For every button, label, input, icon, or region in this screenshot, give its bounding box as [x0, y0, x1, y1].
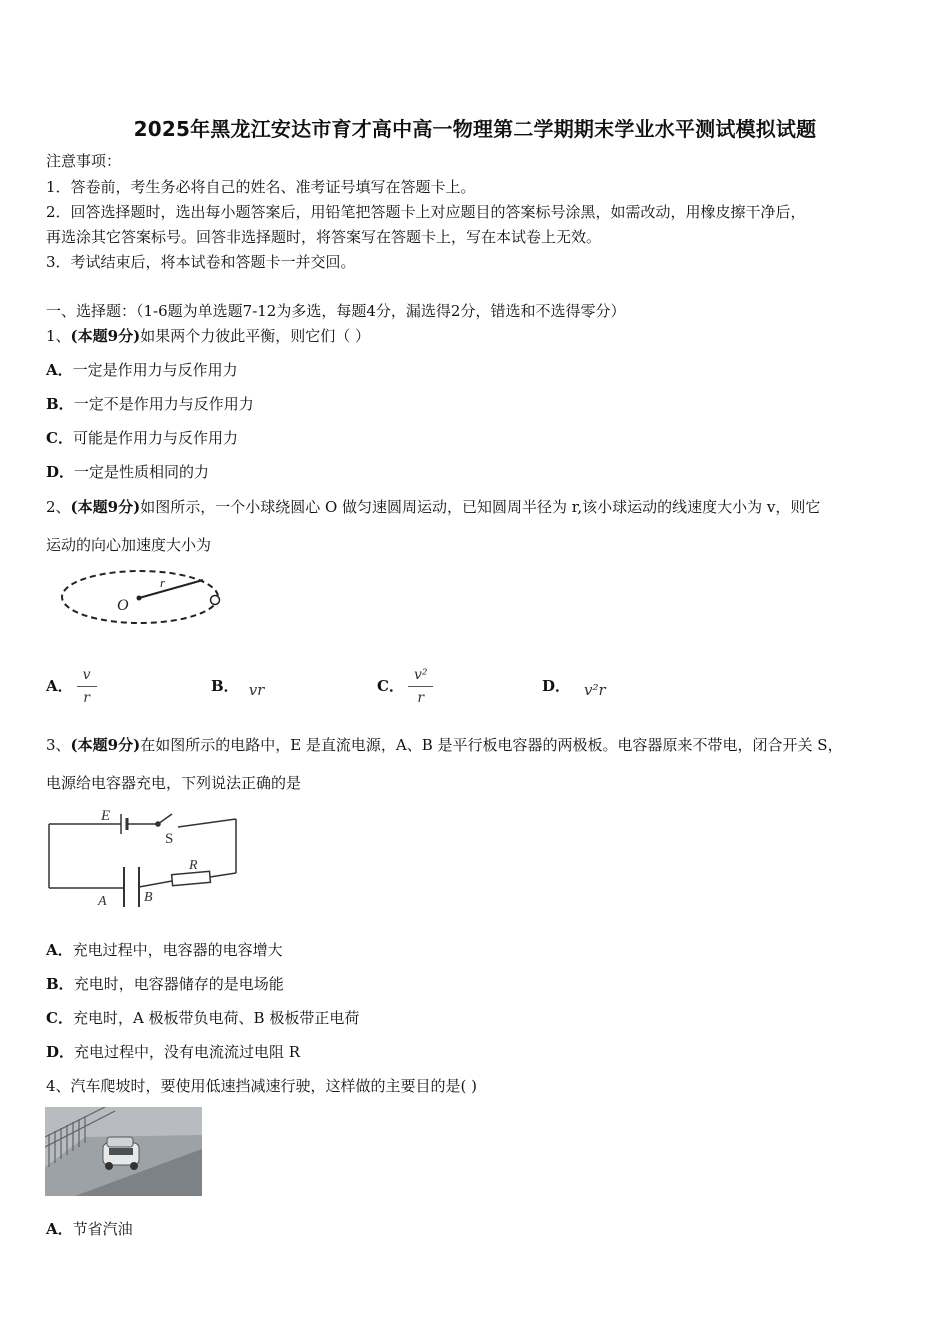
notice-item: 2．回答选择题时，选出每小题答案后，用铅笔把答题卡上对应题目的答案标号涂黑，如需改动，用橡皮擦干净后，	[46, 203, 806, 221]
question-text: 如果两个力彼此平衡，则它们（ ）	[140, 327, 370, 345]
option-letter: A．	[46, 941, 73, 959]
q2-option-a[interactable]	[46, 664, 97, 708]
option-letter: C．	[377, 677, 404, 695]
question-number: 3、	[46, 736, 71, 754]
question-number: 4、	[46, 1077, 71, 1095]
circular-motion-figure	[55, 565, 225, 627]
car-climbing-photo	[45, 1107, 202, 1196]
option-text: 一定是性质相同的力	[74, 463, 210, 481]
q3-option-c[interactable]	[46, 1008, 359, 1028]
question-3-stem-cont: 电源给电容器充电，下列说法正确的是	[46, 774, 302, 792]
resistor-label: R	[189, 858, 198, 873]
option-text: 充电时，电容器储存的是电场能	[73, 975, 284, 993]
denominator: r	[83, 689, 90, 706]
option-text: 节省汽油	[72, 1220, 133, 1238]
car-photo-drawing	[45, 1107, 202, 1196]
q3-option-d[interactable]	[46, 1042, 300, 1062]
q1-option-a[interactable]	[46, 360, 238, 380]
option-text: 充电时，A 极板带负电荷、B 极板带正电荷	[72, 1009, 360, 1027]
page-title: 2025年黑龙江安达市育才高中高一物理第二学期期末学业水平测试模拟试题	[133, 117, 817, 141]
q4-option-a[interactable]	[46, 1219, 133, 1239]
radius-line	[139, 580, 203, 598]
notice-item: 再选涂其它答案标号。回答非选择题时，将答案写在答题卡上，写在本试卷上无效。	[46, 228, 602, 246]
option-letter: C．	[46, 429, 73, 447]
circuit-figure	[44, 803, 244, 911]
option-text: 一定是作用力与反作用力	[72, 361, 238, 379]
notice-item: 1．答卷前，考生务必将自己的姓名、准考证号填写在答题卡上。	[46, 178, 476, 196]
option-letter: B．	[211, 677, 239, 695]
question-2-stem-cont: 运动的向心加速度大小为	[46, 536, 212, 554]
q1-option-c[interactable]	[46, 428, 238, 448]
q3-option-b[interactable]	[46, 974, 284, 994]
question-2-stem	[46, 497, 820, 517]
question-points: (本题9分)	[70, 498, 141, 516]
center-point	[137, 596, 142, 601]
option-letter: A．	[46, 677, 73, 695]
option-letter: B．	[46, 395, 74, 413]
q2-option-c[interactable]	[377, 658, 433, 714]
notice-heading: 注意事项：	[46, 152, 122, 170]
q2-option-b[interactable]	[211, 664, 264, 708]
switch-label: S	[165, 831, 174, 847]
plate-b-label: B	[144, 890, 153, 905]
q1-option-b[interactable]	[46, 394, 254, 414]
option-letter: D．	[46, 1043, 75, 1061]
option-letter: B．	[46, 975, 74, 993]
question-points: (本题9分)	[70, 736, 141, 754]
fraction	[408, 667, 434, 706]
option-letter: C．	[46, 1009, 73, 1027]
center-label: O	[117, 597, 129, 614]
notice-item: 3．考试结束后，将本试卷和答题卡一并交回。	[46, 253, 356, 271]
option-letter: D．	[46, 463, 75, 481]
question-text: 汽车爬坡时，要使用低速挡减速行驶，这样做的主要目的是( )	[70, 1077, 478, 1095]
numerator: v²	[408, 667, 434, 687]
option-text: 一定不是作用力与反作用力	[73, 395, 254, 413]
option-expr: v²r	[584, 681, 606, 699]
section-heading: 一、选择题：（1-6题为单选题7-12为多选，每题4分，漏选得2分，错选和不选得零分）	[46, 302, 626, 320]
option-letter: A．	[46, 361, 73, 379]
fraction	[77, 667, 97, 706]
denominator: r	[417, 689, 425, 706]
q3-option-a[interactable]	[46, 940, 283, 960]
question-number: 2、	[46, 498, 71, 516]
question-1-stem	[46, 326, 370, 346]
option-expr: vr	[248, 681, 265, 699]
plate-a-label: A	[98, 894, 107, 909]
source-label: E	[101, 808, 111, 824]
question-text: 在如图所示的电路中，E 是直流电源，A、B 是平行板电容器的两极板。电容器原来不带电，闭合开关 S，	[140, 736, 843, 754]
ball	[211, 596, 220, 605]
question-number: 1、	[46, 327, 71, 345]
option-text: 可能是作用力与反作用力	[72, 429, 238, 447]
option-text: 充电过程中，电容器的电容增大	[72, 941, 283, 959]
radius-label: r	[160, 575, 166, 590]
q1-option-d[interactable]	[46, 462, 209, 482]
option-letter: D．	[542, 677, 571, 695]
question-points: (本题9分)	[70, 327, 141, 345]
question-3-stem	[46, 735, 843, 755]
numerator: v	[77, 667, 97, 687]
option-text: 充电过程中，没有电流流过电阻 R	[74, 1043, 301, 1061]
question-4-stem	[46, 1076, 477, 1096]
question-text: 如图所示，一个小球绕圆心 O 做匀速圆周运动，已知圆周半径为 r,该小球运动的线速度大小为 v，则它	[140, 498, 821, 516]
option-letter: A．	[46, 1220, 73, 1238]
q2-option-d[interactable]	[542, 664, 606, 708]
